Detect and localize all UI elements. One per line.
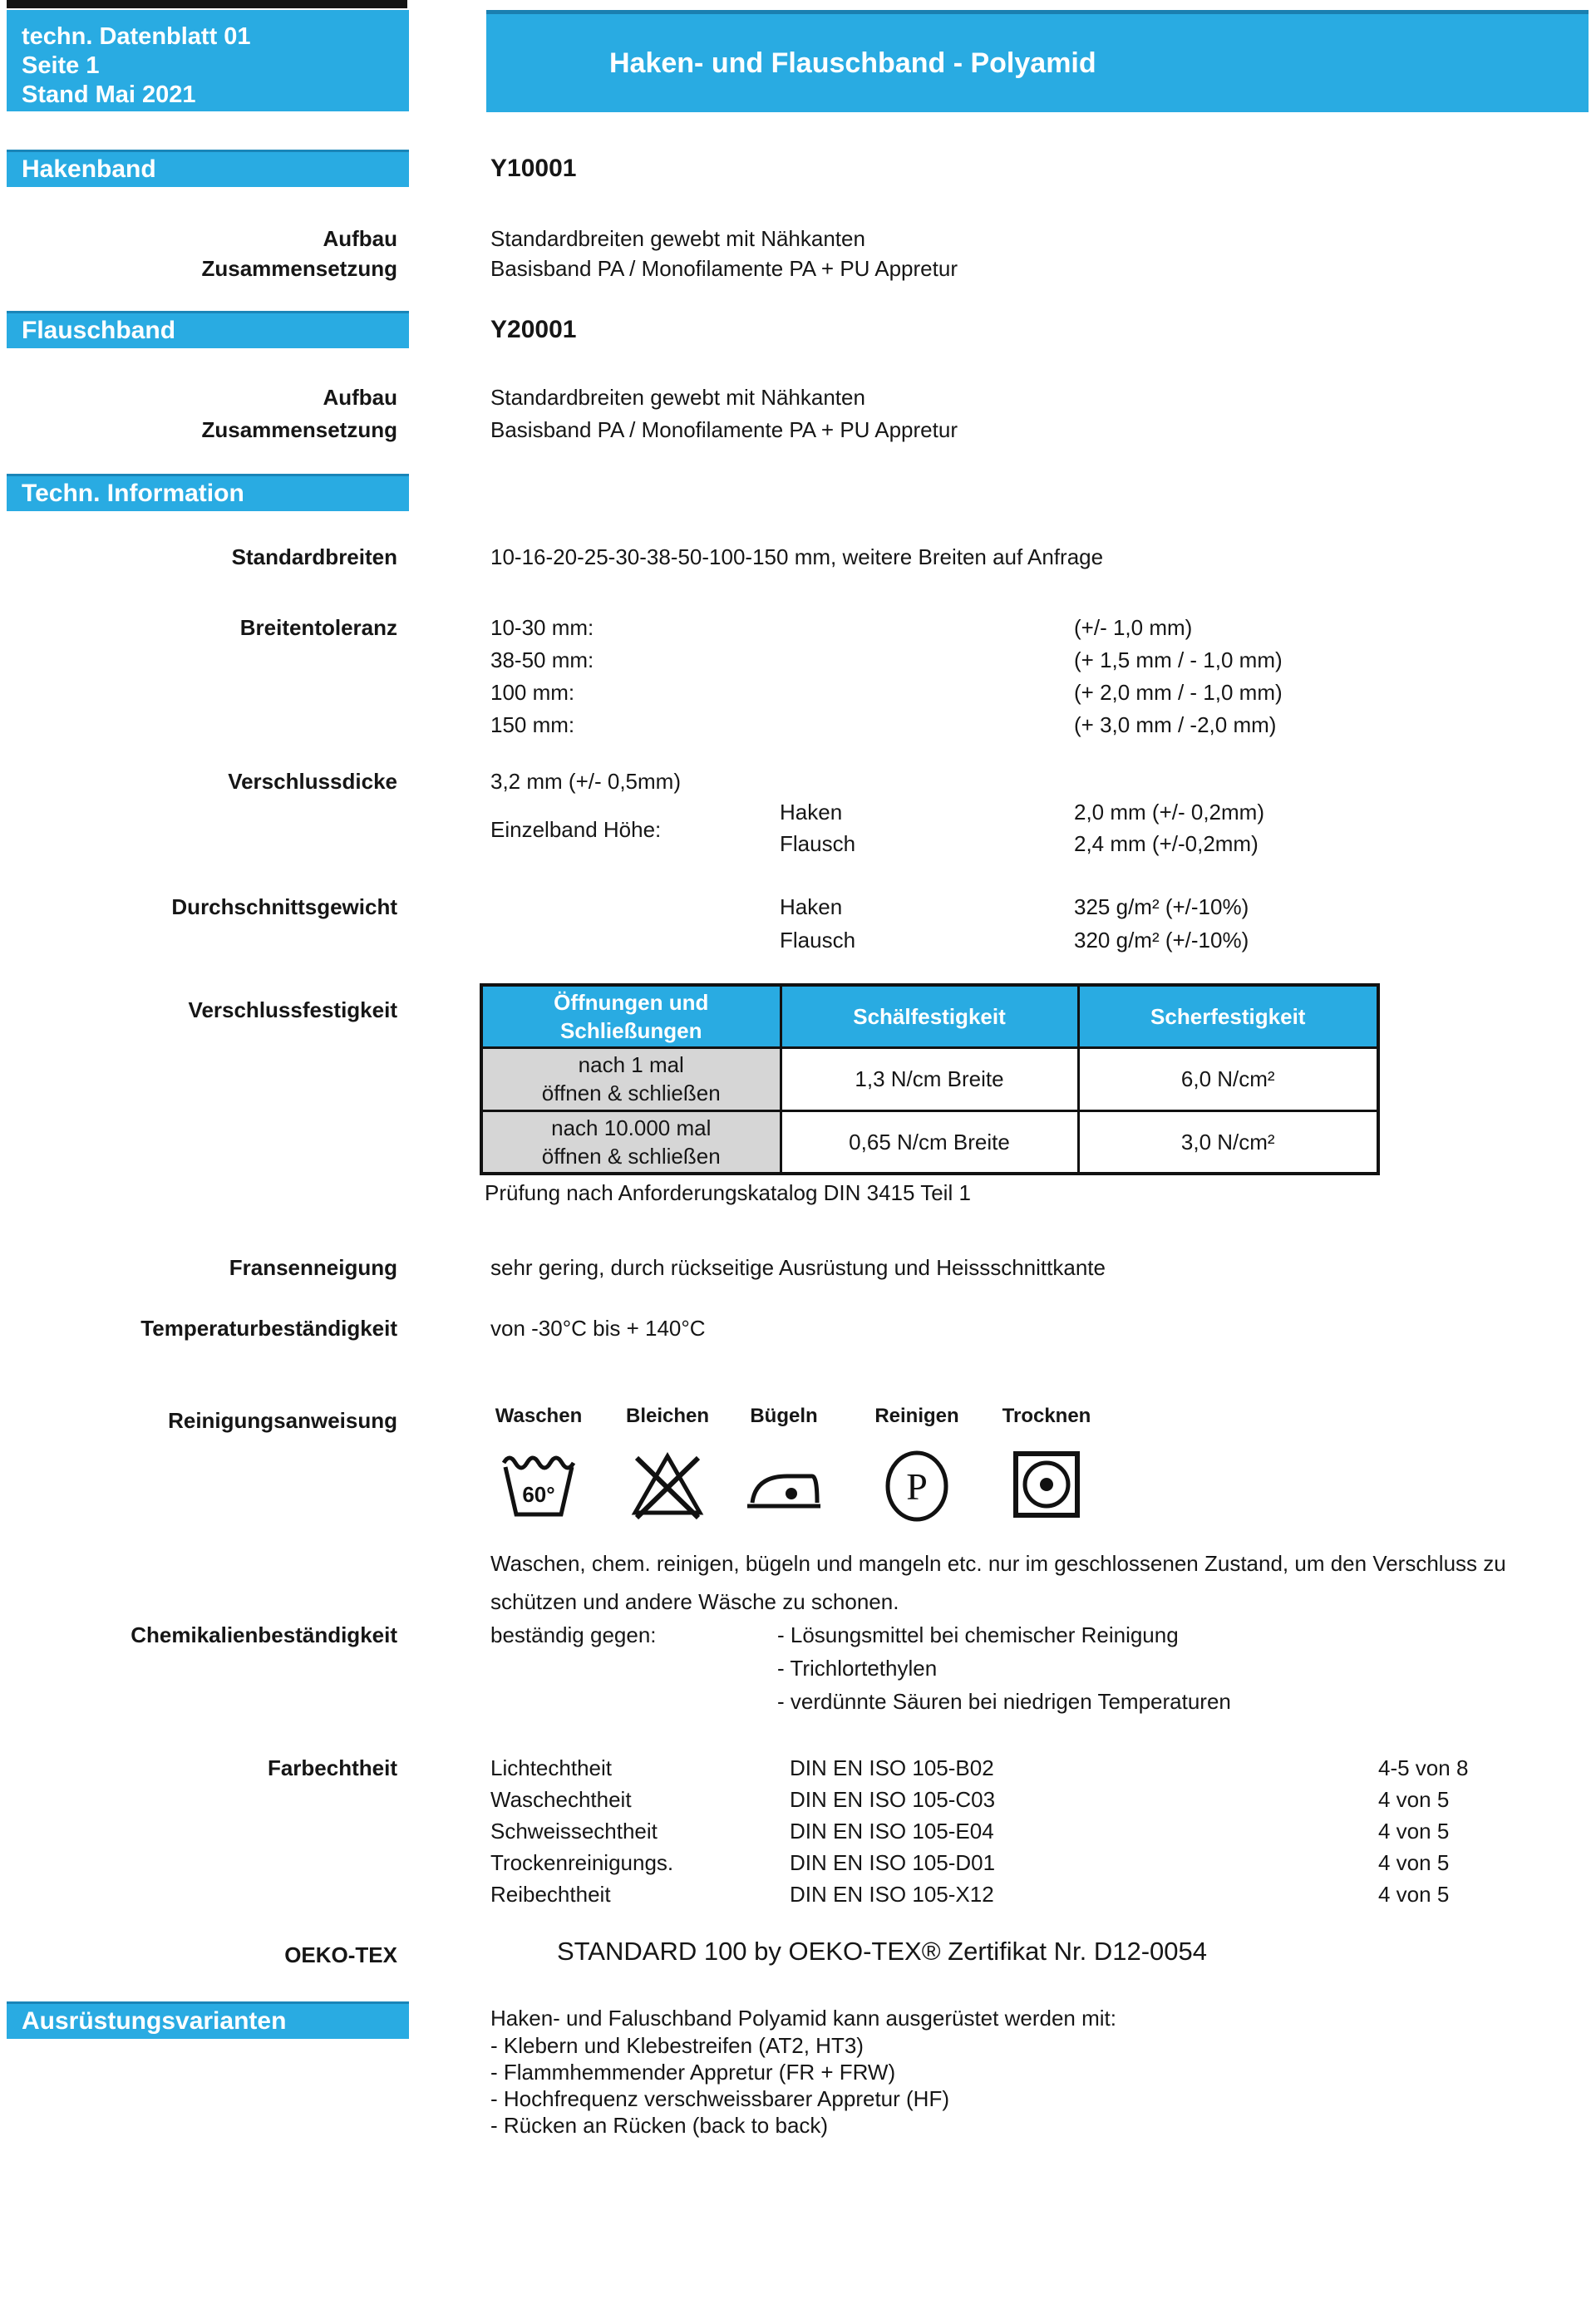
section-hakenband [7,150,409,187]
flauschband-aufbau-label: Aufbau [323,385,397,410]
hakenband-zusammensetzung-value: Basisband PA / Monofilamente PA + PU Appretur [490,256,958,281]
toleranz-range: 100 mm: [490,680,575,705]
header-cycles-line1: Öffnungen und [554,989,709,1015]
farbechtheit-norm: DIN EN ISO 105-B02 [790,1755,994,1780]
ausruestung-item: - Hochfrequenz verschweissbarer Appretur (HF) [490,2086,949,2111]
hakenband-aufbau-value: Standardbreiten gewebt mit Nähkanten [490,226,865,251]
flauschband-zusammensetzung-value: Basisband PA / Monofilamente PA + PU Appretur [490,417,958,442]
toleranz-range: 150 mm: [490,712,575,737]
top-border-strip [7,0,407,8]
info-line-page: Seite 1 [22,52,100,79]
ausruestung-item: - Flammhemmender Appretur (FR + FRW) [490,2060,896,2085]
section-flauschband [7,311,409,348]
iron-one-dot-icon [742,1441,825,1524]
temperatur-value: von -30°C bis + 140°C [490,1316,706,1341]
section-tech-information-label: Techn. Information [22,480,244,507]
standardbreiten-label: Standardbreiten [231,544,397,569]
farbechtheit-rating: 4 von 5 [1378,1819,1450,1844]
farbechtheit-rating: 4 von 5 [1378,1850,1450,1875]
table-header-peel: Schälfestigkeit [781,985,1078,1047]
farbechtheit-norm: DIN EN ISO 105-X12 [790,1882,994,1907]
farbechtheit-test: Reibechtheit [490,1882,611,1907]
farbechtheit-label: Farbechtheit [267,1755,397,1780]
oekotex-label: OEKO-TEX [284,1942,397,1967]
verschlussdicke-label: Verschlussdicke [228,769,397,794]
standardbreiten-value: 10-16-20-25-30-38-50-100-150 mm, weitere Breiten auf Anfrage [490,544,1104,569]
table-header-shear: Scherfestigkeit [1078,985,1378,1047]
farbechtheit-rating: 4-5 von 8 [1378,1755,1469,1780]
gewicht-haken-value: 325 g/m² (+/-10%) [1074,894,1249,919]
farbechtheit-rating: 4 von 5 [1378,1787,1450,1812]
einzelband-flausch-name: Flausch [780,831,856,856]
cell-cycles [481,1047,781,1110]
tumble-dry-icon [1005,1441,1088,1524]
toleranz-value: (+/- 1,0 mm) [1074,615,1193,640]
farbechtheit-norm: DIN EN ISO 105-D01 [790,1850,996,1875]
section-ausruestungsvarianten [7,2001,409,2039]
einzelband-hoehe-label: Einzelband Höhe: [490,817,662,842]
care-label: Bügeln [750,1405,818,1427]
hakenband-article-code: Y10001 [490,155,577,182]
section-tech-information [7,474,409,511]
care-note: Waschen, chem. reinigen, bügeln und mangeln etc. nur im geschlossenen Zustand, um den Verschluss zu schützen und andere Wäsche zu schonen. [490,1551,1506,1614]
hakenband-zusammensetzung-label: Zusammensetzung [201,256,397,281]
farbechtheit-rating: 4 von 5 [1378,1882,1450,1907]
page-title: Haken- und Flauschband - Polyamid [609,47,1096,79]
verschlussdicke-value: 3,2 mm (+/- 0,5mm) [490,769,681,794]
table-header-cycles [481,985,781,1047]
cell-shear: 3,0 N/cm² [1078,1110,1378,1174]
care-item-buegeln [732,1405,836,1548]
toleranz-range: 38-50 mm: [490,647,594,672]
cell-shear: 6,0 N/cm² [1078,1047,1378,1110]
care-label: Reinigen [874,1405,959,1427]
verschlussfestigkeit-label: Verschlussfestigkeit [188,997,397,1022]
gewicht-flausch-value: 320 g/m² (+/-10%) [1074,928,1249,953]
farbechtheit-norm: DIN EN ISO 105-E04 [790,1819,994,1844]
care-item-reinigen [864,1405,969,1548]
info-line-date: Stand Mai 2021 [22,81,196,108]
dry-clean-p-icon [875,1441,958,1524]
einzelband-flausch-value: 2,4 mm (+/-0,2mm) [1074,831,1259,856]
chemikalien-item: - Trichlortethylen [777,1656,938,1681]
ausruestung-item: - Rücken an Rücken (back to back) [490,2113,829,2138]
closure-strength-table [480,983,1380,1175]
care-item-bleichen [615,1405,720,1548]
gewicht-haken-name: Haken [780,894,843,919]
cell-cycles-line2: öffnen & schließen [541,1143,721,1169]
page-title-bar [486,10,1589,112]
cell-peel: 1,3 N/cm Breite [781,1047,1078,1110]
farbechtheit-norm: DIN EN ISO 105-C03 [790,1787,996,1812]
chemikalien-item: - Lösungsmittel bei chemischer Reinigung [777,1622,1179,1647]
ausruestung-intro: Haken- und Faluschband Polyamid kann ausgerüstet werden mit: [490,2006,1116,2031]
farbechtheit-test: Lichtechtheit [490,1755,612,1780]
fransenneigung-label: Fransenneigung [229,1255,397,1280]
cell-cycles-line2: öffnen & schließen [541,1081,721,1105]
flauschband-zusammensetzung-label: Zusammensetzung [201,417,397,442]
fransenneigung-value: sehr gering, durch rückseitige Ausrüstung und Heissschnittkante [490,1255,1106,1280]
cell-peel: 0,65 N/cm Breite [781,1110,1078,1174]
gewicht-flausch-name: Flausch [780,928,856,953]
cell-cycles-line1: nach 10.000 mal [551,1115,712,1140]
chemikalien-item: - verdünnte Säuren bei niedrigen Temperaturen [777,1689,1231,1714]
wash-tub-60-icon [497,1441,580,1524]
flauschband-aufbau-value: Standardbreiten gewebt mit Nähkanten [490,385,865,410]
einzelband-haken-name: Haken [780,800,843,825]
wash-temperature-text: 60° [522,1482,555,1507]
ausruestung-item: - Klebern und Klebestreifen (AT2, HT3) [490,2033,864,2058]
farbechtheit-test: Trockenreinigungs. [490,1850,674,1875]
toleranz-value: (+ 2,0 mm / - 1,0 mm) [1074,680,1283,705]
chemikalien-label: Chemikalienbeständigkeit [131,1622,397,1647]
cell-cycles-line1: nach 1 mal [578,1052,684,1077]
pruefung-note: Prüfung nach Anforderungskatalog DIN 3415 Teil 1 [485,1180,971,1205]
cell-cycles [481,1110,781,1174]
einzelband-haken-value: 2,0 mm (+/- 0,2mm) [1074,800,1264,825]
header-cycles-line2: Schließungen [560,1017,702,1043]
table-header-row [481,985,1378,1047]
dry-clean-letter: P [906,1465,928,1508]
do-not-bleach-icon [626,1441,709,1524]
oekotex-certificate: STANDARD 100 by OEKO-TEX® Zertifikat Nr. D12-0054 [557,1937,1208,1966]
toleranz-value: (+ 3,0 mm / -2,0 mm) [1074,712,1277,737]
care-label: Waschen [495,1405,583,1427]
temperatur-label: Temperaturbeständigkeit [140,1316,397,1341]
info-line-doc: techn. Datenblatt 01 [22,23,251,50]
section-hakenband-label: Hakenband [22,155,156,183]
flauschband-article-code: Y20001 [490,316,577,343]
breitentoleranz-label: Breitentoleranz [239,615,397,640]
care-item-waschen [486,1405,591,1548]
toleranz-range: 10-30 mm: [490,615,594,640]
table-row [481,1110,1378,1174]
section-flauschband-label: Flauschband [22,317,176,344]
table-row [481,1047,1378,1110]
gewicht-label: Durchschnittsgewicht [171,894,397,919]
farbechtheit-test: Waschechtheit [490,1787,632,1812]
hakenband-aufbau-label: Aufbau [323,226,397,251]
care-item-trocknen [994,1405,1099,1548]
reinigungsanweisung-label: Reinigungsanweisung [168,1408,397,1433]
farbechtheit-test: Schweissechtheit [490,1819,658,1844]
chemikalien-intro: beständig gegen: [490,1622,657,1647]
info-box [7,10,409,111]
care-label: Bleichen [625,1405,710,1427]
section-ausruestungsvarianten-label: Ausrüstungsvarianten [22,2007,287,2035]
toleranz-value: (+ 1,5 mm / - 1,0 mm) [1074,647,1283,672]
care-label: Trocknen [1002,1405,1091,1427]
